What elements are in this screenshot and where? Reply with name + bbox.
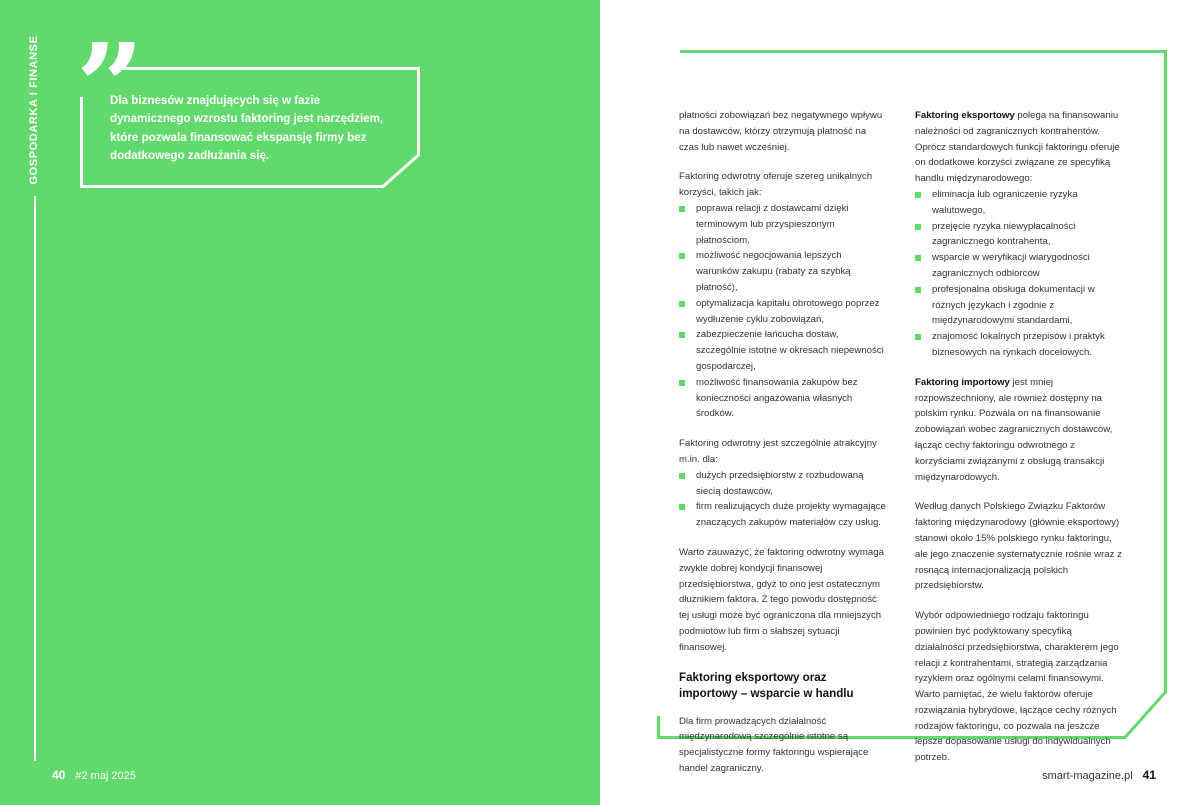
article-column-1 <box>679 108 886 791</box>
quote-mark-icon: ” <box>76 17 136 156</box>
paragraph: Warto zauważyć, że faktoring odwrotny wymaga zwykle dobrej kondycji finansowej przedsiębiorstwa, gdyż to ono jest ostatecznym dłużnikiem faktora. Z tego powodu dostępność tej usługi może być ograniczona dla mniejszych podmiotów lub firm o słabszej sytuacji finansowej. <box>679 546 884 653</box>
paragraph: płatności zobowiązań bez negatywnego wpływu na dostawców, którzy otrzymują płatność na czas lub nawet wcześniej. <box>679 110 883 153</box>
article-column-2 <box>915 108 1122 780</box>
benefits-list <box>679 201 886 422</box>
paragraph: Faktoring eksportowy polega na finansowaniu należności od zagranicznych kontrahentów. Oprócz standardowych funkcji faktoringu oferuje on dodatkowe korzyści związane ze specyfiką handlu międzynarodowego: <box>915 110 1120 185</box>
bullet-icon <box>679 504 685 510</box>
bullet-icon <box>679 301 685 307</box>
section-heading: Faktoring eksportowy oraz importowy – wsparcie w handlu <box>679 670 854 700</box>
footer-right <box>1042 768 1156 782</box>
list-item: poprawa relacji z dostawcami dzięki terminowym lub przyspieszonym płatnościom, <box>679 201 886 248</box>
bullet-icon <box>915 255 921 261</box>
list-item: zabezpieczenie łańcucha dostaw, szczególnie istotne w okresach niepewności gospodarczej, <box>679 327 886 374</box>
list-item: możliwość negocjowania lepszych warunków zakupu (rabaty za szybką płatność), <box>679 248 886 295</box>
pull-quote <box>80 67 420 188</box>
section-label-text: GOSPODARKA I FINANSE <box>28 35 40 185</box>
bullet-icon <box>915 224 921 230</box>
target-list <box>679 468 886 531</box>
list-item: dużych przedsiębiorstw z rozbudowaną siecią dostawców, <box>679 468 886 500</box>
bullet-icon <box>915 192 921 198</box>
paragraph: Faktoring odwrotny jest szczególnie atrakcyjny m.in. dla: <box>679 438 877 465</box>
paragraph: Faktoring importowy jest mniej rozpowszechniony, ale również dostępny na polskim rynku. Pozwala on na finansowanie zobowiązań wobec zagranicznych dostawców, łącząc cechy faktoringu odwrotnego z korzyściami związanymi z obsługą transakcji międzynarodowych. <box>915 376 1113 483</box>
export-benefits-list <box>915 187 1122 361</box>
bullet-icon <box>679 253 685 259</box>
list-item: znajomość lokalnych przepisów i praktyk biznesowych na rynkach docelowych. <box>915 329 1122 361</box>
paragraph: Według danych Polskiego Związku Faktorów faktoring międzynarodowy (głównie eksportowy) stanowi około 15% polskiego rynku faktoringu, ale jego znaczenie systematycznie rośnie wraz z rosnącą internacjonalizacją polskich przedsiębiorstw. <box>915 501 1122 592</box>
right-page <box>600 0 1200 805</box>
bullet-icon <box>679 206 685 212</box>
section-label <box>24 30 44 190</box>
bullet-icon <box>915 287 921 293</box>
list-item: optymalizacja kapitału obrotowego poprzez wydłużenie cyklu zobowiązań, <box>679 296 886 328</box>
list-item: przejęcie ryzyka niewypłacalności zagranicznego kontrahenta, <box>915 219 1122 251</box>
paragraph: Wybór odpowiedniego rodzaju faktoringu powinien być podyktowany specyfiką działalności przedsiębiorstwa, charakterem jego relacji z kontrahentami, strategią zarządzania ryzykiem oraz ogólnymi celami finansowymi. Warto pamiętać, że wielu faktorów oferuje rozwiązania hybrydowe, łączące cechy różnych rodzajów faktoringu, co pozwala na jeszcze lepsze dopasowanie usługi do indywidualnych potrzeb. <box>915 610 1119 764</box>
term-import: Faktoring importowy <box>915 376 1010 388</box>
list-item: możliwość finansowania zakupów bez konieczności angażowania własnych środków. <box>679 375 886 422</box>
footer-left <box>52 768 136 782</box>
section-divider-line <box>34 196 36 761</box>
bullet-icon <box>679 473 685 479</box>
paragraph: Faktoring odwrotny oferuje szereg unikalnych korzyści, takich jak: <box>679 171 873 199</box>
paragraph: Dla firm prowadzących działalność międzynarodową szczególnie istotne są specjalistyczne formy faktoringu wspierające handel zagraniczny. <box>679 715 869 774</box>
site-url: smart-magazine.pl <box>1042 770 1133 782</box>
bullet-icon <box>915 334 921 340</box>
page-number-right: 41 <box>1142 768 1156 782</box>
list-item: wsparcie w weryfikacji wiarygodności zagranicznych odbiorców <box>915 250 1122 282</box>
bullet-icon <box>679 380 685 386</box>
list-item: firm realizujących duże projekty wymagające znaczących zakupów materiałów czy usług. <box>679 499 886 531</box>
term-export: Faktoring eksportowy <box>915 110 1015 121</box>
bullet-icon <box>679 332 685 338</box>
issue-label: #2 maj 2025 <box>75 770 136 782</box>
page-number-left: 40 <box>52 768 66 782</box>
pull-quote-text: Dla biznesów znajdujących się w fazie dynamicznego wzrostu faktoring jest narzędziem, które pozwala finansować ekspansję firmy bez dodatkowego zadłużania się. <box>110 94 384 163</box>
list-item: eliminacja lub ograniczenie ryzyka walutowego, <box>915 187 1122 219</box>
list-item: profesjonalna obsługa dokumentacji w różnych językach i zgodnie z międzynarodowymi standardami, <box>915 282 1122 329</box>
